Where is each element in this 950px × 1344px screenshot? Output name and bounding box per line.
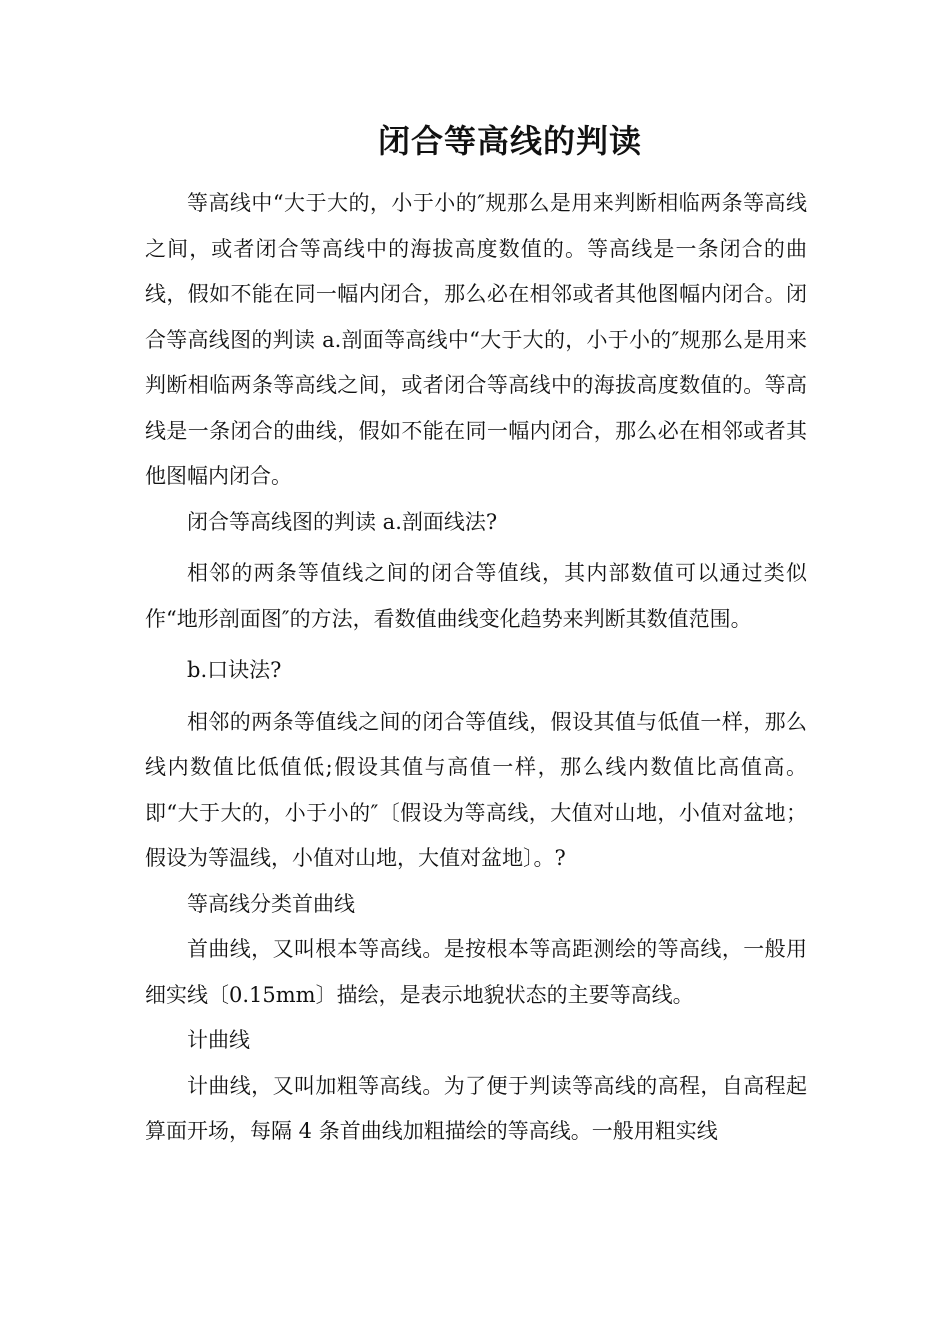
document-title: 闭合等高线的判读 bbox=[377, 122, 642, 160]
paragraph-heading-classification: 等高线分类首曲线 bbox=[187, 891, 355, 916]
document-body bbox=[145, 181, 807, 1155]
paragraph-heading-mnemonic: b.口诀法? bbox=[187, 658, 282, 682]
paragraph-heading-index-contour: 计曲线 bbox=[187, 1028, 250, 1052]
paragraph-basic-contour: 首曲线，又叫根本等高线。是按根本等高距测绘的等高线，一般用细实线〔0.15mm〕描绘，是表示地貌状态的主要等高线。 bbox=[145, 937, 807, 1007]
paragraph-intro: 等高线中“大于大的，小于小的″规那么是用来判断相临两条等高线之间，或者闭合等高线中的海拔高度数值的。等高线是一条闭合的曲线，假如不能在同一幅内闭合，那么必在相邻或者其他图幅内闭合。闭合等高线图的判读 a.剖面等高线中“大于大的，小于小的″规那么是用来判断相临两条等高线之间，或者闭合等高线中的海拔高度数值的。等高线是一条闭合的曲线，假如不能在同一幅内闭合，那么必在相邻或者其他图幅内闭合。 bbox=[145, 191, 807, 488]
paragraph-section-method: 相邻的两条等值线之间的闭合等值线，其内部数值可以通过类似作“地形剖面图″的方法，看数值曲线变化趋势来判断其数值范围。 bbox=[145, 561, 807, 631]
paragraph-heading-section-method: 闭合等高线图的判读 a.剖面线法? bbox=[187, 509, 498, 534]
paragraph-mnemonic: 相邻的两条等值线之间的闭合等值线，假设其值与低值一样，那么线内数值比低值低;假设其值与高值一样，那么线内数值比高值高。即“大于大的，小于小的″〔假设为等高线，大值对山地，小值对盆地；假设为等温线，小值对山地，大值对盆地〕。? bbox=[145, 709, 807, 870]
paragraph-index-contour: 计曲线，又叫加粗等高线。为了便于判读等高线的高程，自高程起算面开场，每隔 4 条首曲线加粗描绘的等高线。一般用粗实线 bbox=[145, 1073, 807, 1143]
